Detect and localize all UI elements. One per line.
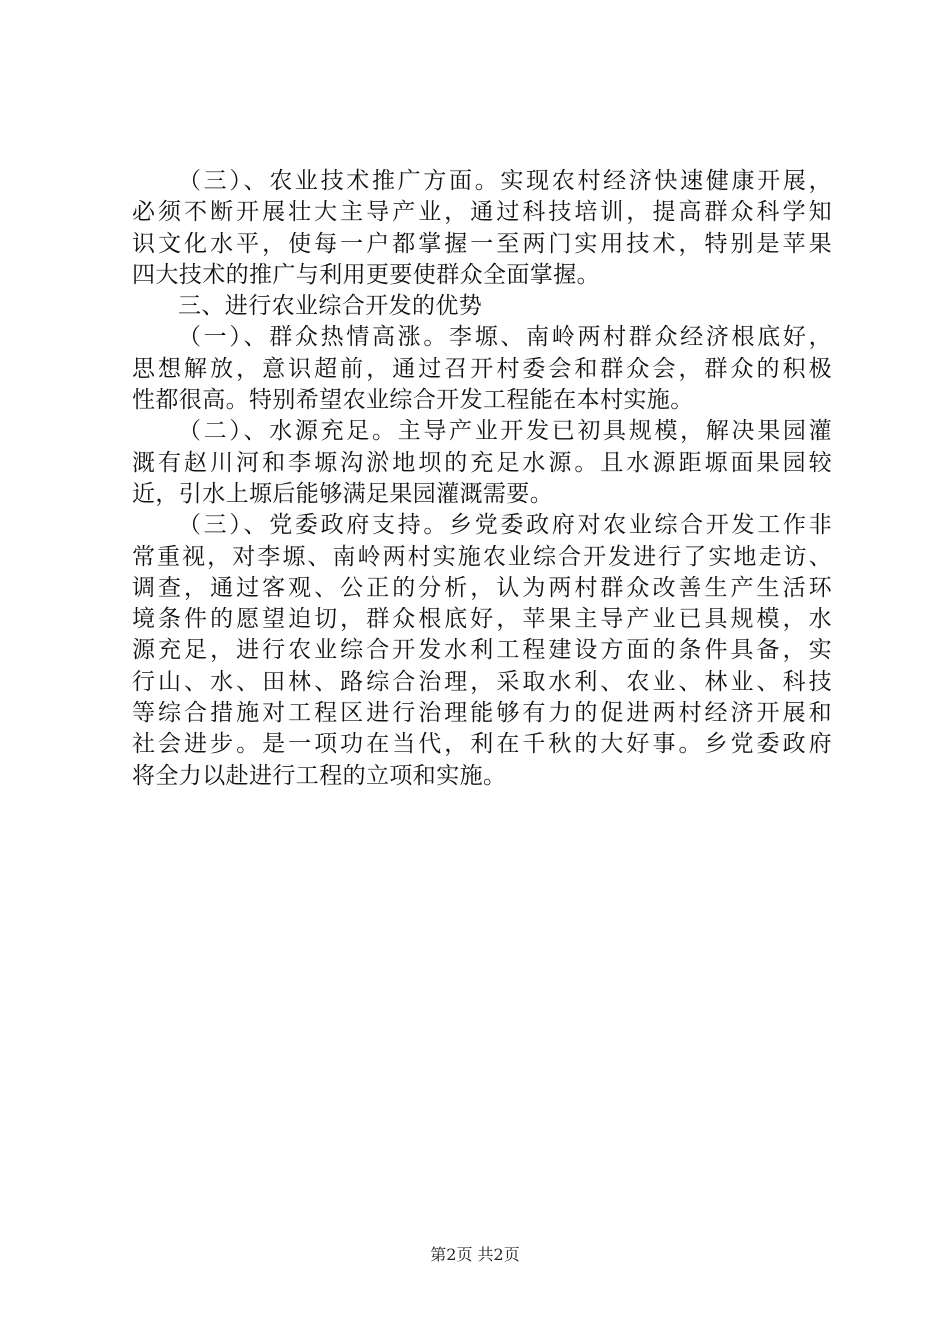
text-line: 境条件的愿望迫切，群众根底好，苹果主导产业已具规模，水 (132, 606, 832, 633)
text-line: 必须不断开展壮大主导产业，通过科技培训，提高群众科学知 (132, 199, 832, 226)
paragraph-agri-tech (132, 166, 832, 291)
section-heading-advantages (132, 291, 832, 322)
text-line: 溉有赵川河和李塬沟淤地坝的充足水源。且水源距塬面果园较 (132, 449, 832, 476)
text-line: （三）、党委政府支持。乡党委政府对农业综合开发工作非 (178, 512, 832, 539)
text-line: （二）、水源充足。主导产业开发已初具规模，解决果园灌 (178, 418, 832, 445)
text-line: 源充足，进行农业综合开发水利工程建设方面的条件具备，实 (132, 637, 832, 664)
text-line: 将全力以赴进行工程的立项和实施。 (132, 762, 507, 789)
text-line: （三）、农业技术推广方面。实现农村经济快速健康开展， (178, 168, 832, 194)
text-line: 等综合措施对工程区进行治理能够有力的促进两村经济开展和 (132, 700, 832, 727)
text-line: 社会进步。是一项功在当代，利在千秋的大好事。乡党委政府 (132, 731, 832, 758)
text-line: 行山、水、田林、路综合治理，采取水利、农业、林业、科技 (132, 668, 832, 695)
document-body (132, 166, 832, 792)
paragraph-public-enthusiasm (132, 322, 832, 416)
text-line: 调查，通过客观、公正的分析，认为两村群众改善生产生活环 (132, 574, 832, 601)
text-line: 常重视，对李塬、南岭两村实施农业综合开发进行了实地走访、 (132, 543, 832, 570)
text-line: 识文化水平，使每一户都掌握一至两门实用技术，特别是苹果 (132, 230, 832, 257)
text-line: 三、进行农业综合开发的优势 (178, 293, 483, 320)
paragraph-government-support (132, 510, 832, 792)
text-line: 性都很高。特别希望农业综合开发工程能在本村实施。 (132, 387, 694, 414)
text-line: 思想解放，意识超前，通过召开村委会和群众会，群众的积极 (132, 355, 832, 382)
page-footer: 第2页 共2页 (430, 1245, 520, 1264)
paragraph-water-supply (132, 416, 832, 510)
text-line: （一）、群众热情高涨。李塬、南岭两村群众经济根底好， (178, 324, 832, 351)
text-line: 近，引水上塬后能够满足果园灌溉需要。 (132, 480, 554, 507)
text-line: 四大技术的推广与利用更要使群众全面掌握。 (132, 261, 600, 288)
